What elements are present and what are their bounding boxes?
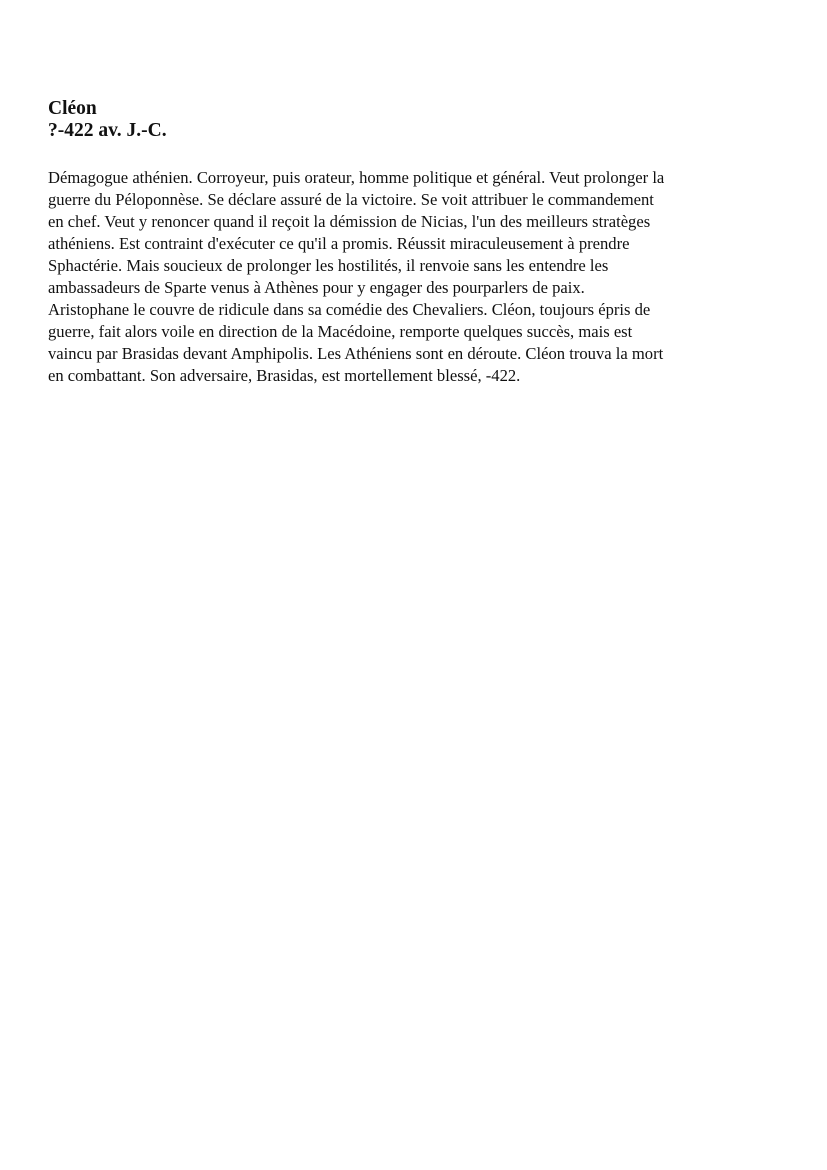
- paragraph-line: Aristophane le couvre de ridicule dans sa comédie des Chevaliers. Cléon, toujours épris de: [48, 300, 651, 319]
- paragraph-line: ambassadeurs de Sparte venus à Athènes pour y engager des pourparlers de paix.: [48, 278, 585, 297]
- paragraph-line: Démagogue athénien. Corroyeur, puis orateur, homme politique et général. Veut prolonger la: [48, 168, 665, 187]
- document-paragraph: [48, 167, 783, 387]
- paragraph-line: vaincu par Brasidas devant Amphipolis. Les Athéniens sont en déroute. Cléon trouva la mort: [48, 344, 664, 363]
- document-dates: ?-422 av. J.-C.: [48, 120, 167, 141]
- paragraph-line: guerre, fait alors voile en direction de la Macédoine, remporte quelques succès, mais est: [48, 322, 633, 341]
- paragraph-line: athéniens. Est contraint d'exécuter ce qu'il a promis. Réussit miraculeusement à prendre: [48, 234, 630, 253]
- document-title: Cléon: [48, 98, 97, 119]
- paragraph-line: guerre du Péloponnèse. Se déclare assuré de la victoire. Se voit attribuer le commandement: [48, 190, 654, 209]
- paragraph-line: en chef. Veut y renoncer quand il reçoit la démission de Nicias, l'un des meilleurs stratèges: [48, 212, 651, 231]
- paragraph-line: Sphactérie. Mais soucieux de prolonger les hostilités, il renvoie sans les entendre les: [48, 256, 609, 275]
- paragraph-line: en combattant. Son adversaire, Brasidas, est mortellement blessé, -422.: [48, 366, 521, 385]
- document-page: [48, 98, 783, 387]
